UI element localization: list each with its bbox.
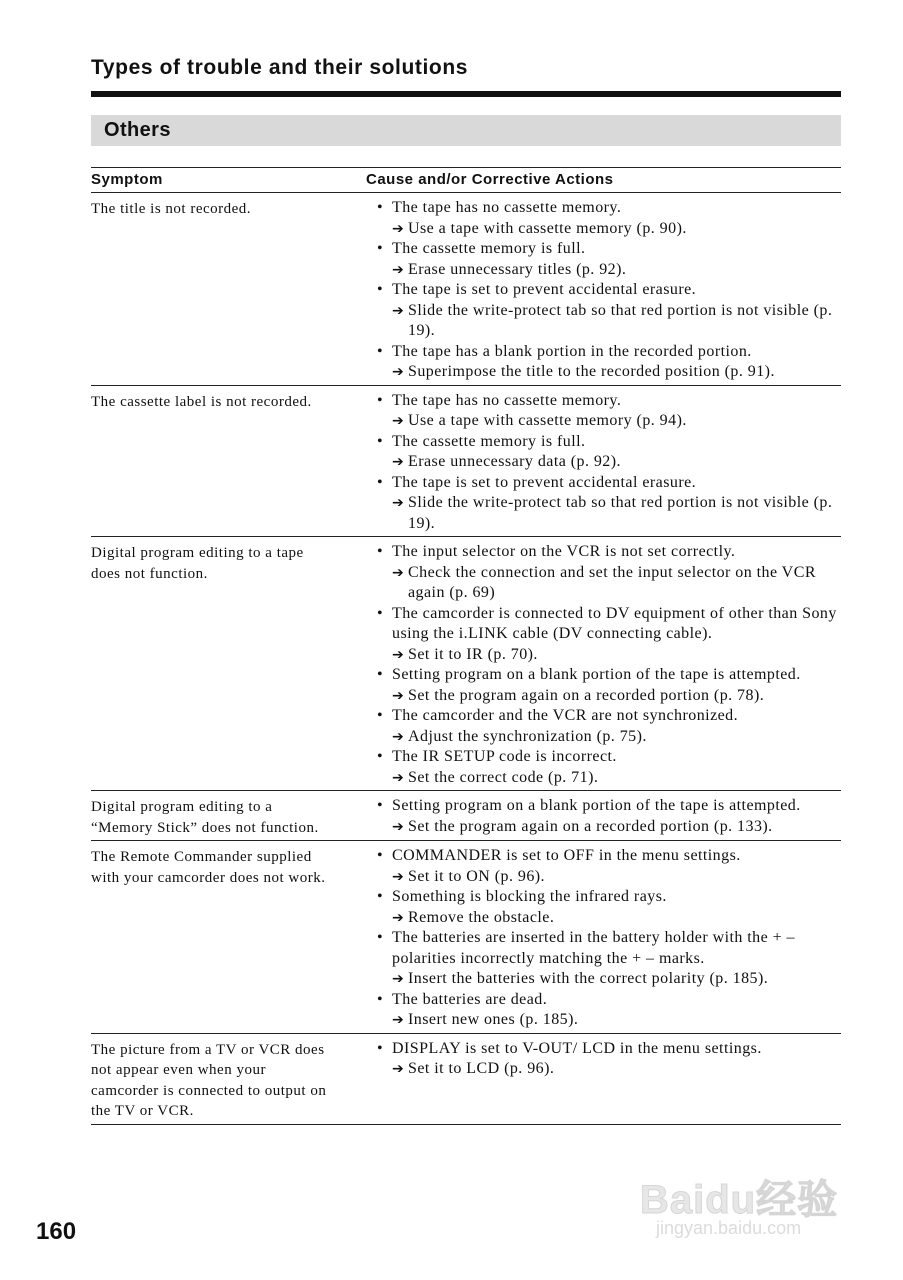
table-row [91,537,841,791]
watermark-url: jingyan.baidu.com [656,1218,802,1238]
cause-item [376,665,841,706]
action-item [392,817,841,838]
col-symptom-header: Symptom [91,171,163,188]
subsection-band [91,115,841,146]
cause-text: The batteries are dead. [392,990,548,1008]
action-item [392,260,841,281]
bullet-icon: • [377,929,384,946]
symptom-cell: The Remote Commander supplied with your camcorder does not work. [91,849,326,886]
cause-item [376,239,841,280]
action-item [392,867,841,888]
cause-text: The input selector on the VCR is not set correctly. [392,543,736,560]
action-text: Insert the batteries with the correct polarity (p. 185). [408,970,769,987]
cause-text: The tape has no cassette memory. [392,199,622,216]
arrow-right-icon: ➔ [392,454,405,470]
cause-text: Setting program on a blank portion of the tape is attempted. [392,797,801,814]
action-text: Erase unnecessary titles (p. 92). [408,260,627,278]
section-rule [91,91,841,97]
action-item [392,645,841,666]
action-item [392,411,841,432]
arrow-right-icon: ➔ [392,495,405,511]
arrow-right-icon: ➔ [392,909,405,926]
arrow-right-icon: ➔ [392,302,405,319]
bullet-icon: • [377,432,384,450]
cause-item [376,796,841,837]
cause-item [376,747,841,788]
cause-text: COMMANDER is set to OFF in the menu settings. [392,847,741,864]
action-item [392,686,841,707]
watermark-logo: Baidu经验 [640,1178,839,1222]
cause-cell [363,846,841,1031]
bullet-icon: • [377,342,384,360]
action-text: Set the correct code (p. 71). [408,768,599,786]
action-text: Set it to ON (p. 96). [408,867,545,885]
cause-cell [363,198,841,383]
cause-text: Something is blocking the infrared rays. [392,888,667,905]
cause-text: The cassette memory is full. [392,240,586,257]
symptom-cell: The title is not recorded. [91,201,252,217]
table-row [91,1034,841,1125]
bullet-icon: • [377,797,384,814]
cause-text: Setting program on a blank portion of the tape is attempted. [392,666,801,683]
cause-text: The camcorder is connected to DV equipment of other than Sony using the i.LINK cable (DV connecting cable). [392,604,837,642]
symptom-cell: The cassette label is not recorded. [91,393,312,410]
action-text: Adjust the synchronization (p. 75). [408,727,647,745]
cause-item [376,706,841,747]
cause-cell [363,1039,841,1122]
arrow-right-icon: ➔ [392,220,405,237]
cause-text: The tape has no cassette memory. [392,391,622,409]
action-item [392,362,841,383]
arrow-right-icon: ➔ [392,1012,405,1028]
bullet-icon: • [377,666,384,683]
symptom-cell: Digital program editing to a “Memory Stick” does not function. [91,799,319,836]
cause-text: The cassette memory is full. [392,432,586,450]
bullet-icon: • [377,240,384,257]
cause-cell [363,391,841,535]
cause-item [376,198,841,239]
action-item [392,727,841,748]
action-item [392,969,841,990]
arrow-right-icon: ➔ [392,261,405,278]
cause-cell [363,796,841,838]
page-number: 160 [36,1218,77,1245]
bullet-icon: • [377,199,384,216]
cause-item [376,1039,841,1080]
arrow-right-icon: ➔ [392,868,405,885]
arrow-right-icon: ➔ [392,564,405,581]
cause-item [376,280,841,342]
arrow-right-icon: ➔ [392,818,405,835]
section-title: Types of trouble and their solutions [91,56,469,79]
cause-item [376,928,841,990]
subsection-title: Others [104,119,171,141]
arrow-right-icon: ➔ [392,413,405,429]
action-item [392,452,841,473]
action-text: Slide the write-protect tab so that red portion is not visible (p. 19). [408,301,833,339]
bullet-icon: • [377,888,384,905]
cause-text: The tape is set to prevent accidental erasure. [392,473,697,491]
cause-item [376,432,841,473]
action-item [392,908,841,929]
action-text: Use a tape with cassette memory (p. 94). [408,412,687,429]
bullet-icon: • [377,604,384,622]
symptom-cell: The picture from a TV or VCR does not appear even when your camcorder is connected to output on the TV or VCR. [91,1041,327,1119]
cause-item [376,473,841,535]
cause-item [376,342,841,383]
cause-text: DISPLAY is set to V-OUT/ LCD in the menu settings. [392,1039,762,1057]
action-text: Slide the write-protect tab so that red portion is not visible (p. 19). [408,494,833,532]
cause-text: The tape has a blank portion in the recorded portion. [392,342,752,360]
trouble-table [91,167,841,1125]
action-item [392,301,841,342]
action-item [392,219,841,240]
cause-item [376,391,841,432]
action-text: Superimpose the title to the recorded position (p. 91). [408,363,775,380]
action-item [392,1010,841,1031]
bullet-icon: • [377,990,384,1008]
action-text: Insert new ones (p. 185). [408,1011,579,1028]
action-item [392,1059,841,1080]
cause-text: The tape is set to prevent accidental erasure. [392,281,697,298]
cause-item [376,990,841,1031]
cause-item [376,887,841,928]
action-text: Set it to IR (p. 70). [408,645,538,663]
action-item [392,768,841,789]
cause-cell [363,542,841,788]
arrow-right-icon: ➔ [392,728,405,745]
cause-text: The camcorder and the VCR are not synchronized. [392,707,739,724]
table-row [91,791,841,841]
action-text: Check the connection and set the input selector on the VCR again (p. 69) [408,563,816,601]
bullet-icon: • [377,748,384,765]
arrow-right-icon: ➔ [392,971,405,987]
cause-item [376,604,841,666]
cause-text: The IR SETUP code is incorrect. [392,748,617,765]
arrow-right-icon: ➔ [392,1061,405,1077]
cause-item [376,542,841,604]
arrow-right-icon: ➔ [392,769,405,786]
table-row [91,193,841,386]
bullet-icon: • [377,707,384,724]
action-text: Set it to LCD (p. 96). [408,1060,555,1077]
action-text: Remove the obstacle. [408,908,555,926]
symptom-cell: Digital program editing to a tape does not function. [91,545,304,582]
bullet-icon: • [377,543,384,560]
action-item [392,493,841,534]
action-text: Use a tape with cassette memory (p. 90). [408,219,687,237]
bullet-icon: • [377,391,384,409]
action-text: Set the program again on a recorded portion (p. 133). [408,817,773,835]
table-row [91,386,841,538]
table-row [91,841,841,1034]
bullet-icon: • [377,1039,384,1057]
table-header [91,168,841,193]
action-text: Erase unnecessary data (p. 92). [408,453,621,470]
arrow-right-icon: ➔ [392,687,405,704]
bullet-icon: • [377,847,384,864]
arrow-right-icon: ➔ [392,646,405,663]
action-item [392,563,841,604]
bullet-icon: • [377,473,384,491]
cause-item [376,846,841,887]
bullet-icon: • [377,281,384,298]
watermark [640,1148,850,1243]
arrow-right-icon: ➔ [392,364,405,380]
cause-text: The batteries are inserted in the battery holder with the + – polarities incorrectly matching the + – marks. [392,929,796,967]
action-text: Set the program again on a recorded portion (p. 78). [408,686,765,704]
table-body [91,193,841,1125]
col-cause-header: Cause and/or Corrective Actions [366,171,614,188]
